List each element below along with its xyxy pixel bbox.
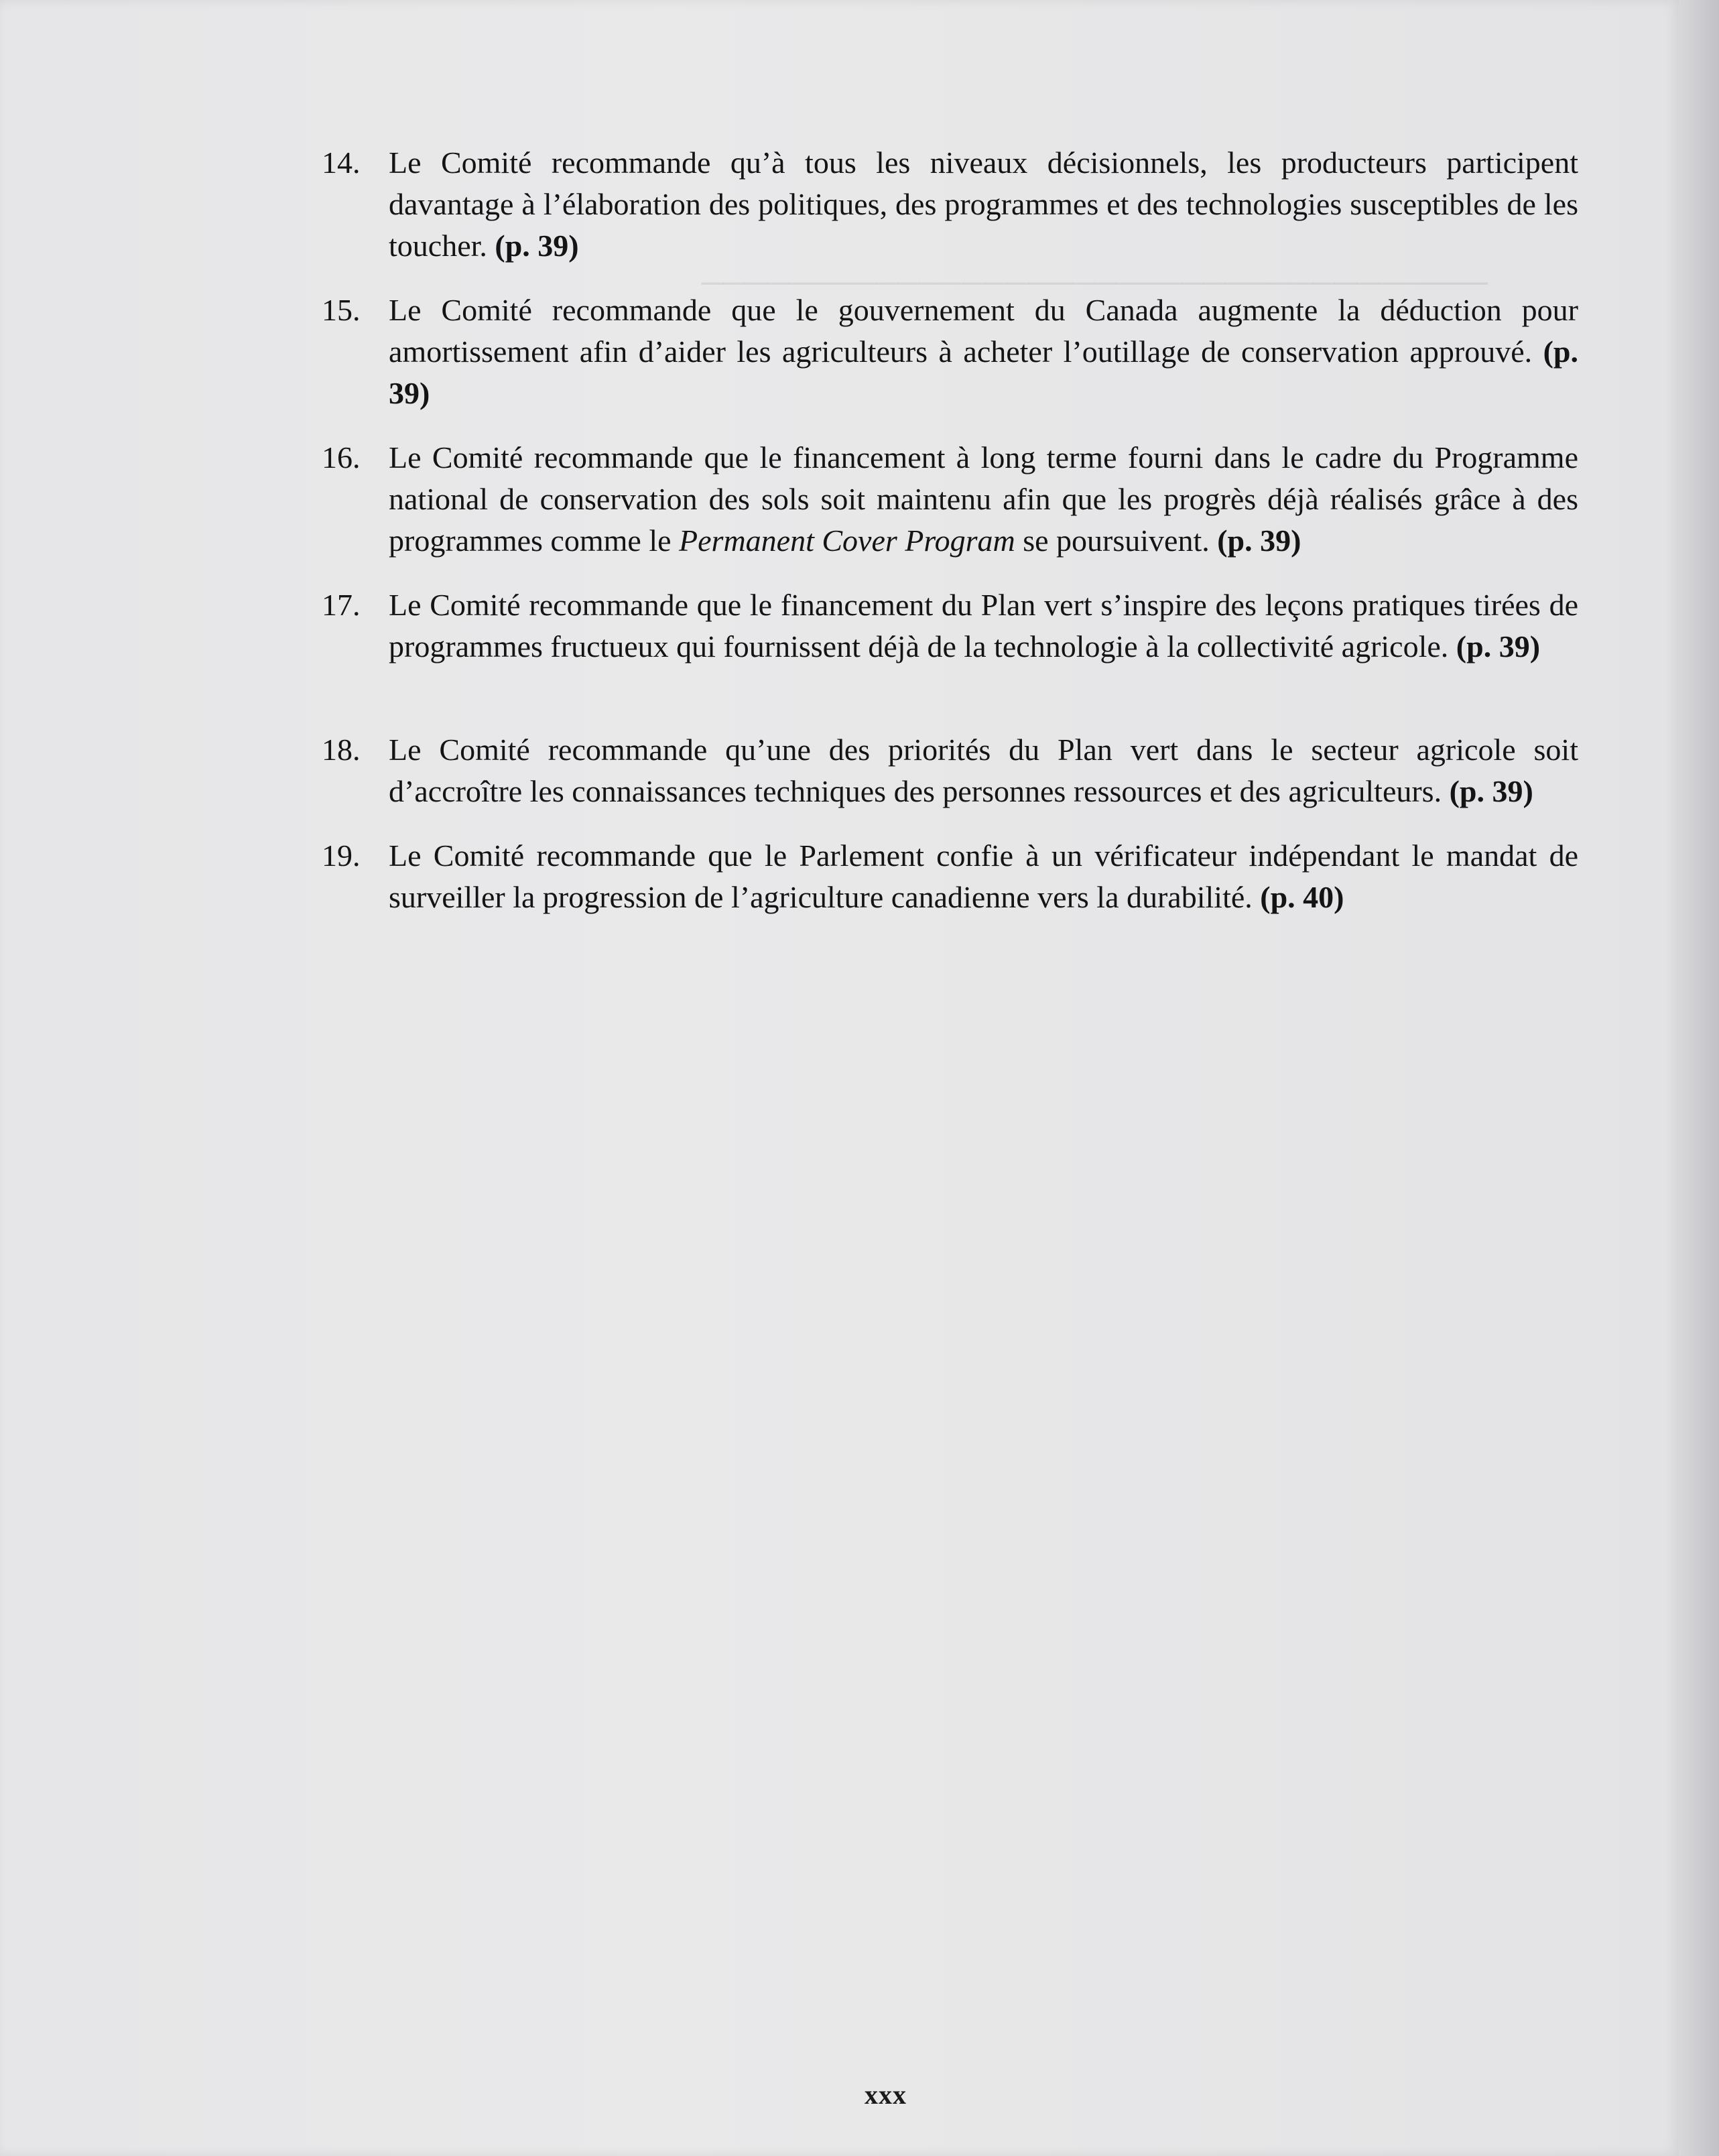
recommendation-text bbox=[389, 729, 1578, 812]
recommendation-16 bbox=[322, 437, 1578, 562]
recommendation-number: 17. bbox=[322, 588, 361, 622]
recommendation-body: Le Comité recommande que le gouvernement du Canada augmente la déduction pour amortissement afin d’aider les agriculteurs à acheter l’outillage de conservation approuvé. bbox=[389, 293, 1578, 369]
recommendations-list bbox=[322, 142, 1578, 918]
page-reference: (p. 39) bbox=[389, 334, 1578, 410]
page-reference: (p. 39) bbox=[1449, 774, 1533, 808]
recommendation-text bbox=[389, 835, 1578, 918]
page-reference: (p. 40) bbox=[1260, 880, 1344, 914]
recommendation-18 bbox=[322, 729, 1578, 812]
page-edge bbox=[1679, 0, 1719, 2156]
recommendation-text bbox=[389, 142, 1578, 267]
page-reference: (p. 39) bbox=[495, 229, 579, 263]
recommendation-body-end: se poursuivent. bbox=[1023, 523, 1210, 558]
recommendation-body: Le Comité recommande qu’une des priorités du Plan vert dans le secteur agricole soit d’accroître les connaissances techniques des personnes ressources et des agriculteurs. bbox=[389, 733, 1578, 808]
recommendation-number: 18. bbox=[322, 733, 361, 767]
recommendation-text bbox=[389, 290, 1578, 414]
bleed-through-texture: ──────────────────────────────────── bbox=[701, 265, 1488, 300]
recommendation-text bbox=[389, 437, 1578, 562]
recommendation-body: Le Comité recommande que le financement du Plan vert s’inspire des leçons pratiques tirées de programmes fructueux qui fournissent déjà de la technologie à la collectivité agricole. bbox=[389, 588, 1578, 663]
recommendation-17 bbox=[322, 584, 1578, 668]
page-number: xxx bbox=[865, 2080, 907, 2110]
recommendation-text bbox=[389, 584, 1578, 668]
recommendation-number: 15. bbox=[322, 293, 361, 327]
recommendation-14 bbox=[322, 142, 1578, 267]
program-name-italic: Permanent Cover Program bbox=[679, 523, 1015, 558]
page-reference: (p. 39) bbox=[1217, 523, 1301, 558]
recommendation-number: 16. bbox=[322, 440, 361, 474]
recommendation-number: 14. bbox=[322, 145, 361, 180]
recommendation-body: Le Comité recommande que le financement à long terme fourni dans le cadre du Programme national de conservation des sols soit maintenu afin que les progrès déjà réalisés grâce à des programmes comme le bbox=[389, 440, 1578, 558]
recommendation-number: 19. bbox=[322, 838, 361, 873]
recommendation-body: Le Comité recommande que le Parlement confie à un vérificateur indépendant le mandat de surveiller la progression de l’agriculture canadienne vers la durabilité. bbox=[389, 838, 1578, 914]
recommendation-body: Le Comité recommande qu’à tous les niveaux décisionnels, les producteurs participent davantage à l’élaboration des politiques, des programmes et des technologies susceptibles de les toucher. bbox=[389, 145, 1578, 263]
recommendation-19 bbox=[322, 835, 1578, 918]
page-reference: (p. 39) bbox=[1456, 629, 1541, 663]
recommendation-15 bbox=[322, 290, 1578, 414]
